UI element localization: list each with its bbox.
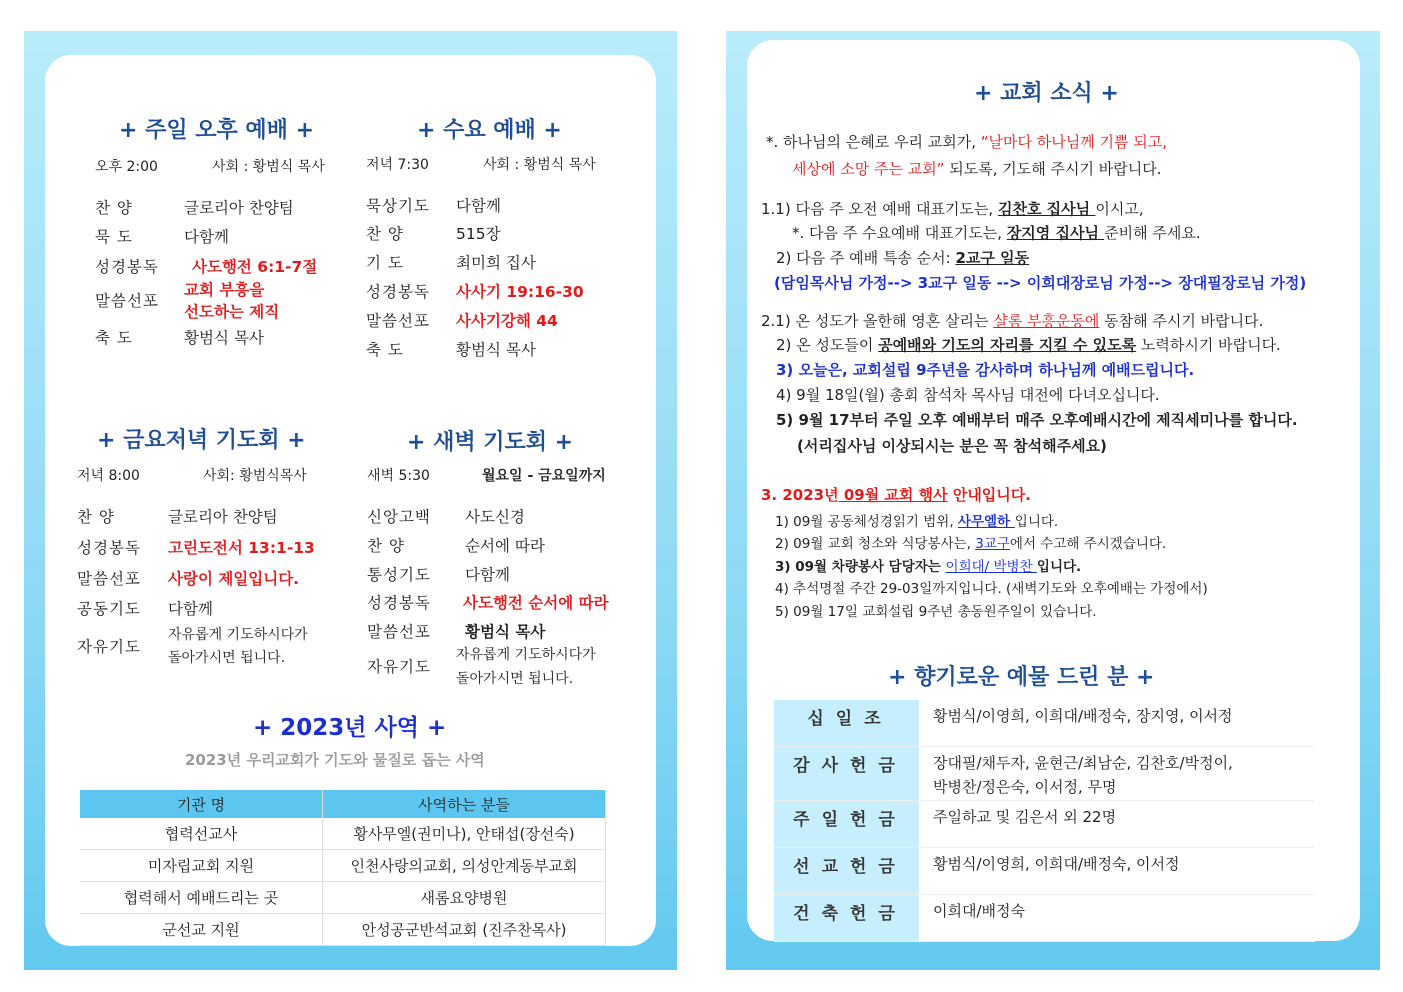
- news-intro-cont: [792, 158, 1161, 179]
- scripture-value: 사도행전 6:1-7절: [192, 258, 318, 276]
- table-cell: 군선교 지원: [80, 914, 323, 946]
- order-value: 다함께: [184, 228, 229, 246]
- news-highlight: 2교구 일동: [955, 249, 1030, 267]
- news-intro-text: *. 하나님의 은혜로 우리 교회가,: [766, 133, 981, 151]
- order-value-cont: 돌아가시면 됩니다.: [456, 671, 574, 687]
- news-highlight: 김찬호 집사님: [997, 200, 1096, 218]
- news-text: 안내입니다.: [947, 486, 1031, 504]
- offering-names-line: 장대필/채두자, 윤현근/최남순, 김찬호/박정이,: [933, 753, 1233, 772]
- news-text: 이시고,: [1095, 200, 1144, 218]
- preacher-value: 황범식 목사: [465, 623, 546, 641]
- sermon-value: 사랑이 제일입니다.: [168, 570, 300, 588]
- dawn-time: 새벽 5:30: [367, 468, 430, 484]
- news-text: 2) 09월 교회 청소와 식당봉사는,: [775, 536, 976, 552]
- order-label: 성경봉독: [77, 539, 141, 557]
- news-intro: [766, 131, 1167, 152]
- order-label: 묵 도: [95, 228, 133, 246]
- order-label: 말씀선포: [77, 570, 141, 588]
- scripture-value: 사사기 19:16-30: [456, 283, 584, 301]
- news-text: 노력하시기 바랍니다.: [1136, 336, 1281, 354]
- order-value: 자유롭게 기도하시다가: [168, 627, 308, 643]
- order-label: 말씀선포: [95, 292, 159, 310]
- order-label: 공동기도: [77, 600, 141, 618]
- event-item: [775, 555, 1081, 575]
- wednesday-time: 저녁 7:30: [366, 157, 429, 173]
- dawn-title: + 새벽 기도회 +: [407, 430, 574, 455]
- scripture-value: 사도행전 순서에 따라: [463, 594, 609, 612]
- order-label: 묵상기도: [366, 197, 430, 215]
- table-row: [80, 882, 606, 914]
- news-highlight: 공예배와 기도의 자리를 지킬 수 있도록: [878, 336, 1137, 354]
- news-title: + 교회 소식 +: [974, 81, 1119, 106]
- news-text: 준비해 주세요.: [1104, 224, 1201, 242]
- offering-names: 황범식/이영희, 이희대/배정숙, 이서정: [919, 847, 1315, 894]
- order-label: 성경봉독: [366, 283, 430, 301]
- order-label: 성경봉독: [95, 258, 159, 276]
- order-label: 말씀선포: [367, 623, 431, 641]
- order-value: 사도신경: [465, 508, 525, 526]
- offering-names: [919, 746, 1315, 800]
- news-item: [761, 198, 1144, 219]
- news-intro-text: 되도록, 기도해 주시기 바랍니다.: [944, 160, 1162, 178]
- news-intro-quote: 세상에 소망 주는 교회”: [792, 160, 945, 178]
- news-item: 3) 오늘은, 교회설립 9주년을 감사하며 하나님께 예배드립니다.: [776, 361, 1195, 379]
- offering-names: 주일하교 및 김은서 외 22명: [919, 800, 1315, 847]
- news-text: 3. 2023년: [761, 486, 839, 504]
- order-value: 자유롭게 기도하시다가: [456, 647, 596, 663]
- news-item: (담임목사님 가정--> 3교구 일동 --> 이희대장로님 가정--> 장대필장로님 가정): [774, 274, 1307, 292]
- table-header: 기관 명: [80, 790, 323, 818]
- offering-names: 이희대/배정숙: [919, 894, 1315, 941]
- news-item: [776, 334, 1281, 355]
- news-text: 동참해 주시기 바랍니다.: [1099, 312, 1264, 330]
- order-value: 글로리아 찬양팀: [168, 508, 278, 526]
- news-text: 입니다.: [1014, 514, 1059, 530]
- table-row: [80, 818, 606, 850]
- order-label: 찬 양: [367, 537, 405, 555]
- table-header-row: [80, 790, 606, 818]
- order-value: 최미희 집사: [456, 254, 536, 272]
- news-highlight: 장지영 집사님: [1006, 224, 1105, 242]
- table-cell: 안성공군반석교회 (진주찬목사): [323, 914, 606, 946]
- table-cell: 황사무엘(권미나), 안태섭(장선숙): [323, 818, 606, 850]
- offering-names: 황범식/이영희, 이희대/배정숙, 장지영, 이서정: [919, 700, 1315, 746]
- news-highlight: 사무엘하: [957, 514, 1015, 530]
- table-row: [80, 914, 606, 946]
- sermon-value-cont: 선도하는 제직: [184, 303, 280, 321]
- friday-leader: 사회: 황범식목사: [203, 468, 307, 484]
- table-cell: 미자립교회 지원: [80, 850, 323, 882]
- table-row: [80, 850, 606, 882]
- table-row: [774, 800, 1315, 847]
- offering-names-line: 박병찬/정은숙, 이서정, 무명: [933, 777, 1117, 796]
- order-label: 통성기도: [367, 566, 431, 584]
- event-item: 4) 추석명절 주간 29-03일까지입니다. (새벽기도와 오후예배는 가정에서): [775, 581, 1208, 597]
- order-label: 자유기도: [367, 658, 431, 676]
- offering-label: 십일조: [774, 700, 919, 746]
- offering-label: 건축헌금: [774, 894, 919, 941]
- order-value: 황범식 목사: [184, 329, 264, 347]
- order-label: 찬 양: [366, 225, 404, 243]
- scripture-value: 고린도전서 13:1-13: [168, 539, 315, 557]
- news-item: (서리집사님 이상되시는 분은 꼭 참석해주세요): [797, 437, 1107, 455]
- table-row: [774, 894, 1315, 941]
- order-label: 기 도: [366, 254, 404, 272]
- news-item: [776, 247, 1029, 268]
- wednesday-leader: 사회 : 황범식 목사: [483, 157, 596, 173]
- table-row: [774, 746, 1315, 800]
- table-cell: 인천사랑의교회, 의성안계동부교회: [323, 850, 606, 882]
- order-value: 다함께: [168, 600, 213, 618]
- friday-title: + 금요저녁 기도회 +: [97, 428, 306, 453]
- order-value: 다함께: [456, 197, 501, 215]
- friday-time: 저녁 8:00: [77, 468, 140, 484]
- sermon-value: 교회 부흥을: [184, 281, 265, 299]
- order-label: 신앙고백: [367, 508, 431, 526]
- table-row: [774, 700, 1315, 746]
- news-highlight: 3교구: [975, 536, 1010, 552]
- dawn-days: 월요일 - 금요일까지: [482, 468, 606, 484]
- sermon-value: 사사기강해 44: [456, 312, 558, 330]
- order-label: 말씀선포: [366, 312, 430, 330]
- table-cell: 협력해서 예배드리는 곳: [80, 882, 323, 914]
- news-text: 2) 온 성도들이: [776, 336, 879, 354]
- event-item: [775, 510, 1058, 530]
- news-highlight: 이희대/ 박병찬: [945, 559, 1037, 575]
- table-cell: 새롬요양병원: [323, 882, 606, 914]
- order-value: 글로리아 찬양팀: [184, 199, 294, 217]
- order-label: 축 도: [95, 329, 133, 347]
- news-item: 5) 9월 17부터 주일 오후 예배부터 매주 오후예배시간에 제직세미나를 합니다.: [776, 411, 1298, 429]
- news-text: 3) 09월 차량봉사 담당자는: [775, 559, 946, 575]
- ministry-title: + 2023년 사역 +: [253, 715, 447, 741]
- news-intro-quote: “날마다 하나님께 기쁨 되고,: [980, 133, 1167, 151]
- sunday-pm-time: 오후 2:00: [95, 159, 158, 175]
- offering-title: + 향기로운 예물 드린 분 +: [888, 665, 1155, 690]
- ministry-table: [80, 790, 606, 946]
- order-label: 자유기도: [77, 638, 141, 656]
- table-row: [774, 847, 1315, 894]
- order-value: 순서에 따라: [465, 537, 545, 555]
- event-item: 5) 09월 17일 교회설립 9주년 총동원주일이 있습니다.: [775, 604, 1097, 620]
- news-item: [761, 310, 1263, 331]
- order-value: 515장: [456, 225, 501, 243]
- order-label: 축 도: [366, 341, 404, 359]
- news-text: 에서 수고해 주시겠습니다.: [1009, 536, 1167, 552]
- news-text: 1.1) 다음 주 오전 예배 대표기도는,: [761, 200, 998, 218]
- news-text: 2.1) 온 성도가 올한해 영혼 살리는: [761, 312, 994, 330]
- news-item: [792, 222, 1201, 243]
- offering-table: [774, 700, 1315, 942]
- left-panel: [24, 31, 677, 970]
- order-label: 성경봉독: [367, 594, 431, 612]
- wednesday-title: + 수요 예배 +: [417, 118, 562, 143]
- event-item: [775, 532, 1166, 552]
- news-highlight: 샬롬 부흥운동에: [993, 312, 1100, 330]
- order-value-cont: 돌아가시면 됩니다.: [168, 650, 286, 666]
- news-highlight: 09월 교회 행사: [838, 486, 948, 504]
- order-label: 찬 양: [95, 199, 133, 217]
- table-header: 사역하는 분들: [323, 790, 606, 818]
- news-text: 입니다.: [1036, 559, 1082, 575]
- sunday-pm-title: + 주일 오후 예배 +: [119, 118, 315, 143]
- offering-label: 감사헌금: [774, 746, 919, 800]
- sunday-pm-leader: 사회 : 황범식 목사: [212, 159, 325, 175]
- order-value: 황범식 목사: [456, 341, 536, 359]
- offering-label: 주일헌금: [774, 800, 919, 847]
- right-panel: [726, 31, 1380, 970]
- ministry-subtitle: 2023년 우리교회가 기도와 물질로 돕는 사역: [185, 751, 485, 769]
- news-item: 4) 9월 18일(월) 총회 참석차 목사님 대전에 다녀오십니다.: [776, 386, 1160, 404]
- offering-label: 선교헌금: [774, 847, 919, 894]
- news-text: 1) 09월 공동체성경읽기 범위,: [775, 514, 958, 530]
- news-text: *. 다음 주 수요예배 대표기도는,: [792, 224, 1007, 242]
- order-value: 다함께: [465, 566, 510, 584]
- events-heading: [761, 484, 1031, 505]
- news-text: 2) 다음 주 예배 특송 순서:: [776, 249, 956, 267]
- table-cell: 협력선교사: [80, 818, 323, 850]
- order-label: 찬 양: [77, 508, 115, 526]
